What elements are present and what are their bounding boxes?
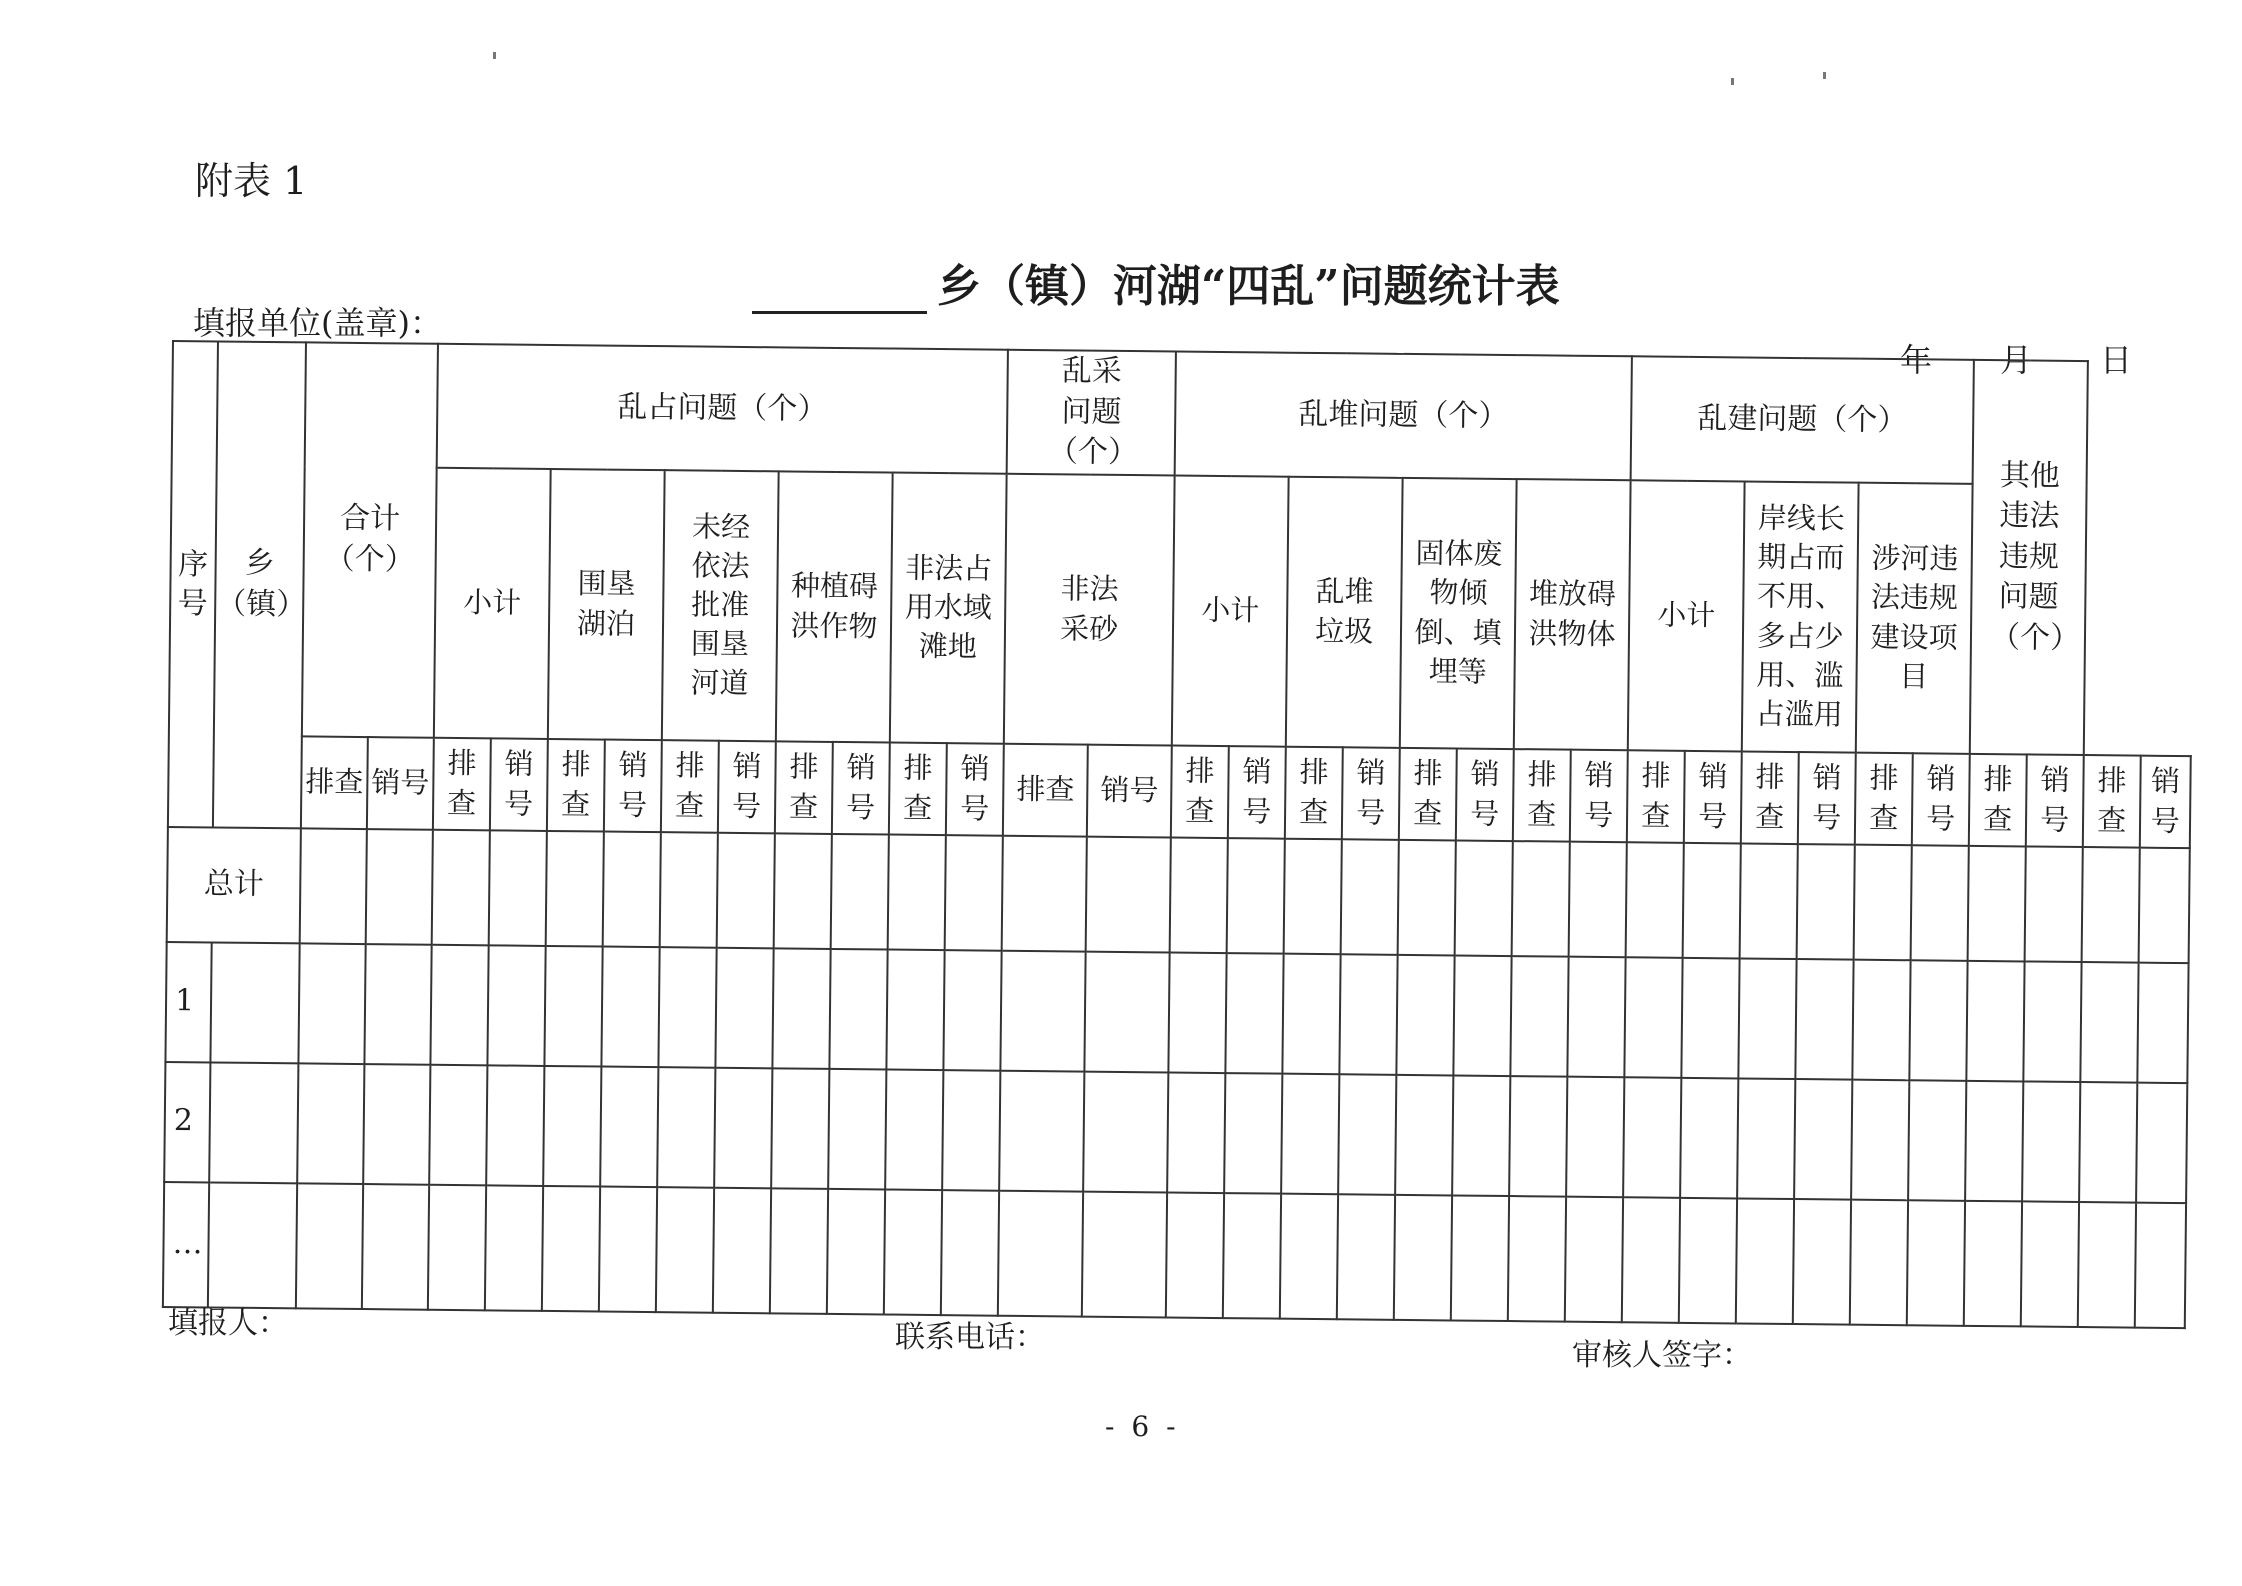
header-occupy-group: 乱占问题（个） [437,344,1008,473]
data-cell [600,1066,658,1187]
header-row-subcategories [169,465,2194,756]
data-cell [1740,843,1798,959]
header-occupy-plant: 种植碍洪作物 [776,471,893,742]
data-cell [1169,952,1227,1073]
data-cell [829,948,887,1069]
data-cell [1395,1074,1453,1195]
data-cell [363,1064,430,1185]
data-cell [827,1188,885,1314]
data-cell [1085,951,1170,1072]
header-closed: 销号 [718,740,776,833]
header-closed: 销号 [1570,749,1628,842]
data-cell [428,1184,486,1310]
data-cell [1281,1073,1339,1194]
header-mining-group: 乱采问题（个） [1007,350,1176,475]
data-cell [1851,1079,1909,1200]
data-cell [886,949,944,1070]
data-cell [1227,838,1285,954]
data-cell [1226,953,1284,1074]
data-cell [1397,954,1455,1075]
data-cell [828,1068,886,1189]
data-cell [1341,839,1399,955]
data-cell [1340,954,1398,1075]
row-seq-number: … [163,1181,209,1306]
header-investigate: 排查 [433,737,491,830]
date-day: 日 [2100,341,2133,379]
data-cell [1852,959,1910,1080]
data-cell [1394,1194,1452,1320]
data-cell [2080,962,2138,1083]
header-investigate: 排查 [1627,750,1685,843]
data-cell [1082,1191,1167,1317]
data-cell [1793,1199,1851,1325]
data-cell [772,948,830,1069]
data-cell [656,1187,714,1313]
footer-reviewer-label: 审核人签字： [1572,1338,1752,1373]
header-occupy-subtotal: 小计 [434,467,551,738]
statistics-table-body [163,341,2195,1328]
data-cell [1509,1076,1567,1197]
data-cell [1623,1077,1681,1198]
reporting-unit-label: 填报单位(盖章)： [193,304,442,342]
data-cell [296,1183,363,1309]
data-cell [831,833,889,949]
data-cell [1850,1199,1908,1325]
data-cell [1170,837,1228,953]
header-investigate: 排查 [661,740,719,833]
data-cell [599,1186,657,1312]
header-closed: 销号 [2026,754,2084,847]
row-seq-number: 2 [164,1061,210,1181]
table-row [164,1061,2187,1202]
page-title: 乡（镇）河湖“四乱”问题统计表 [937,261,1560,312]
data-cell [1794,1079,1852,1200]
header-investigate: 排查 [1741,751,1799,844]
header-closed: 销号 [1087,744,1172,837]
row-town-cell [209,1062,298,1183]
date-year: 年 [1900,341,1933,379]
header-investigate: 排查 [1171,745,1229,838]
data-cell [884,1189,942,1315]
data-cell [432,829,490,945]
data-cell [1683,842,1741,958]
header-investigate: 排查 [1285,746,1343,839]
row-town-cell [208,1182,297,1308]
header-pile-subtotal: 小计 [1172,475,1289,746]
data-cell [2021,1201,2079,1327]
data-cell [2082,847,2140,963]
data-cell [1510,956,1568,1077]
data-cell [1512,841,1570,957]
data-cell [1566,1076,1624,1197]
footer-filler-label: 填报人： [168,1306,288,1341]
header-occupy-beach: 非法占用水域滩地 [890,472,1007,743]
header-town [213,341,306,827]
data-cell [999,1070,1084,1191]
date-month: 月 [2000,341,2033,379]
header-total: 合计（个） [302,342,438,737]
data-cell [1738,958,1796,1079]
data-cell [1167,1072,1225,1193]
data-cell [1337,1194,1395,1320]
header-closed: 销号 [1342,747,1400,840]
table-row [165,941,2188,1082]
data-cell [300,828,367,944]
data-cell [2078,1202,2136,1328]
header-closed: 销号 [2140,755,2191,848]
data-cell [1964,1200,2022,1326]
header-closed: 销号 [1456,748,1514,841]
data-cell [945,835,1003,951]
footer-phone-label: 联系电话： [895,1320,1045,1355]
data-cell [1569,841,1627,957]
header-build-shoreline: 岸线长期占而不用、多占少用、滥占滥用 [1742,481,1859,752]
header-other-group: 其他违法违规问题（个） [1970,360,2088,755]
data-cell [1224,1073,1282,1194]
data-cell [658,947,716,1068]
data-cell [888,834,946,950]
header-closed: 销号 [1912,753,1970,846]
data-cell [1452,1075,1510,1196]
header-town-text: 乡 （镇） [216,546,307,623]
data-cell [713,1187,771,1313]
statistics-table [162,340,2196,1329]
scan-speck [1731,78,1734,85]
header-seq-text: 序 号 [177,546,209,622]
data-cell [1338,1074,1396,1195]
header-investigate: 排查 [2083,755,2141,848]
data-cell [487,945,545,1066]
row-town-cell [210,942,299,1063]
data-cell [1968,845,2026,961]
header-row-groups [172,341,2195,486]
data-cell [601,946,659,1067]
header-investigate: 排查 [301,736,368,829]
data-cell [1451,1195,1509,1321]
data-cell [429,1064,487,1185]
data-cell [362,1184,429,1310]
data-cell [485,1185,543,1311]
data-cell [1001,950,1086,1071]
appendix-label: 附表 1 [195,159,308,203]
data-cell [364,944,431,1065]
data-cell [1626,842,1684,958]
header-investigate: 排查 [889,742,947,835]
data-cell [660,832,718,948]
data-cell [1622,1197,1680,1323]
data-cell [486,1065,544,1186]
header-investigate: 排查 [547,738,605,831]
data-cell [489,830,547,946]
data-cell [1283,953,1341,1074]
data-cell [2135,1202,2186,1328]
scan-speck [493,52,496,59]
header-closed: 销号 [946,743,1004,836]
header-occupy-river: 未经依法批准围垦河道 [662,470,779,741]
title-blank-line [752,271,927,314]
data-cell [1854,844,1912,960]
data-cell [1737,1078,1795,1199]
data-cell [943,950,1001,1071]
data-cell [430,944,488,1065]
data-cell [1284,838,1342,954]
data-cell [1565,1196,1623,1322]
data-cell [1624,957,1682,1078]
header-occupy-lake: 围垦湖泊 [548,468,665,739]
data-cell [1086,836,1171,952]
header-closed: 销号 [1228,746,1286,839]
data-cell [2022,1081,2080,1202]
data-cell [1680,1077,1738,1198]
header-build-subtotal: 小计 [1628,480,1745,751]
data-cell [657,1067,715,1188]
row-total-label: 总计 [167,826,301,942]
header-build-project: 涉河违法违规建设项目 [1856,482,1973,753]
header-pile-group: 乱堆问题（个） [1175,352,1632,480]
data-cell [544,945,602,1066]
header-seq [168,341,218,827]
header-pile-obstacle: 堆放碍洪物体 [1514,479,1631,750]
data-cell [1907,1200,1965,1326]
data-cell [942,1070,1000,1191]
data-cell [1908,1080,1966,1201]
header-pile-garbage: 乱堆垃圾 [1286,476,1403,747]
data-cell [1453,955,1511,1076]
header-closed: 销号 [604,739,662,832]
header-investigate: 排查 [1399,747,1457,840]
header-investigate: 排查 [775,741,833,834]
header-investigate: 排查 [1003,743,1088,836]
data-cell [1083,1071,1168,1192]
table-row [167,826,2190,962]
data-cell [1223,1193,1281,1319]
data-cell [1002,835,1087,951]
data-cell [1909,960,1967,1081]
data-cell [2136,1082,2187,1203]
data-cell [1508,1196,1566,1322]
data-cell [774,833,832,949]
data-cell [770,1188,828,1314]
data-cell [941,1190,999,1316]
header-investigate: 排查 [1855,752,1913,845]
data-cell [543,1065,601,1186]
data-cell [1455,840,1513,956]
data-cell [885,1069,943,1190]
header-closed: 销号 [832,741,890,834]
title-row [752,250,1560,314]
data-cell [1681,957,1739,1078]
data-cell [1736,1198,1794,1324]
header-pile-waste: 固体废物倾倒、填埋等 [1400,477,1517,748]
header-investigate: 排查 [1969,753,2027,846]
data-cell [603,831,661,947]
data-cell [1797,844,1855,960]
data-cell [298,943,365,1064]
data-cell [2079,1082,2137,1203]
header-closed: 销号 [367,737,434,830]
header-closed: 销号 [1684,750,1742,843]
header-mining-sand: 非法采砂 [1004,473,1175,745]
page-number: - 6 - [1105,1410,1180,1443]
statistics-sheet [162,340,2194,1323]
header-closed: 销号 [1798,752,1856,845]
data-cell [2025,846,2083,962]
data-cell [366,829,433,945]
header-investigate: 排查 [1513,749,1571,842]
data-cell [546,830,604,946]
data-cell [1679,1197,1737,1323]
row-seq-number: 1 [165,941,211,1061]
data-cell [1567,956,1625,1077]
data-cell [1911,845,1969,961]
data-cell [715,947,773,1068]
data-cell [1398,839,1456,955]
data-cell [2023,961,2081,1082]
data-cell [297,1063,364,1184]
data-cell [717,832,775,948]
data-cell [771,1068,829,1189]
data-cell [1965,1080,2023,1201]
scan-speck [1823,72,1826,79]
data-cell [2139,847,2190,963]
data-cell [542,1185,600,1311]
data-cell [1795,959,1853,1080]
data-cell [998,1190,1083,1316]
data-cell [2137,962,2188,1083]
header-closed: 销号 [490,738,548,831]
data-cell [1166,1192,1224,1318]
data-cell [1967,960,2025,1081]
data-cell [1280,1193,1338,1319]
table-row [163,1181,2186,1327]
data-cell [714,1067,772,1188]
header-build-group: 乱建问题（个） [1631,356,1974,483]
